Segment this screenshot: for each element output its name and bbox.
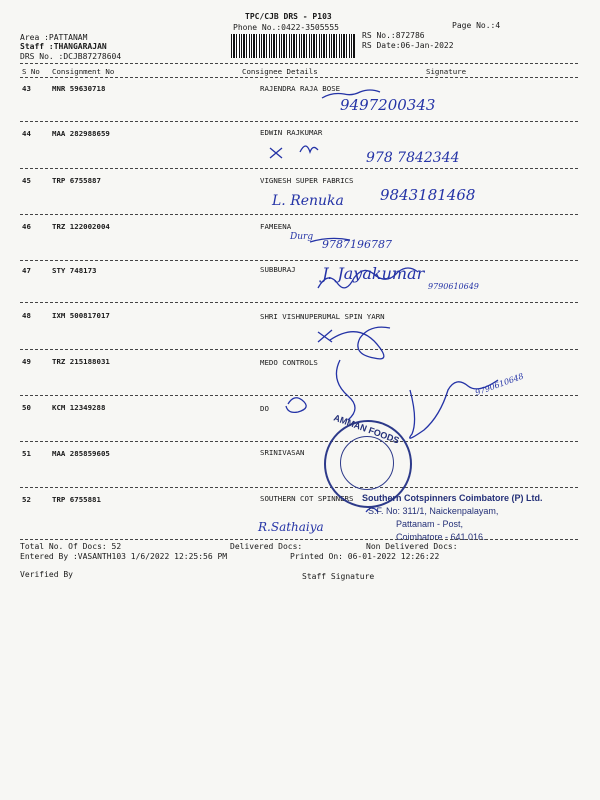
stamp-label: AMMAN FOODS [332, 412, 401, 446]
row-consignee: FAMEENA [260, 222, 292, 231]
row-consignment: TRZ 122002004 [52, 222, 110, 231]
row-consignment: MNR 59630718 [52, 84, 106, 93]
row-consignment: TRZ 215188031 [52, 357, 110, 366]
handwritten-signature-45: L. Renuka [272, 193, 344, 209]
printed-on: Printed On: 06-01-2022 12:26:22 [290, 552, 440, 561]
company-stamp-line1: Southern Cotspinners Coimbatore (P) Ltd. [362, 493, 543, 503]
handwritten-phone-49: 9790610648 [473, 371, 525, 398]
row-consignment: STY 748173 [52, 266, 97, 275]
document-title: TPC/CJB DRS - P103 [245, 12, 332, 21]
row-consignee: DO [260, 404, 269, 413]
stamp-inner-ring [340, 436, 394, 490]
row-sno: 51 [22, 449, 31, 458]
handwritten-signature-47: J. Jayakumar [322, 264, 425, 283]
row-sno: 47 [22, 266, 31, 275]
row-consignment: TRP 6755887 [52, 176, 101, 185]
area-label: Area :PATTANAM [20, 33, 88, 42]
staff-signature: Staff Signature [302, 572, 375, 581]
row-consignee: SRINIVASAN [260, 448, 305, 457]
row-consignee: RAJENDRA RAJA BOSE [260, 84, 341, 93]
row-sno: 52 [22, 495, 31, 504]
row-consignee: EDWIN RAJKUMAR [260, 128, 323, 137]
non-delivered-docs: Non Delivered Docs: [366, 542, 458, 551]
signature-44-cross [270, 148, 282, 158]
handwritten-phone-47: 9790610649 [428, 282, 479, 291]
row-consignee: MEDO CONTROLS [260, 358, 318, 367]
col-sno: S No [22, 67, 40, 76]
row-consignee: VIGNESH SUPER FABRICS [260, 176, 354, 185]
row-consignee: SUBBURAJ [260, 265, 296, 274]
verified-by: Verified By [20, 570, 73, 579]
handwritten-signature-52: R.Sathaiya [258, 520, 324, 534]
row-sno: 43 [22, 84, 31, 93]
row-consignment: MAA 282988659 [52, 129, 110, 138]
delivered-docs: Delivered Docs: [230, 542, 303, 551]
staff-label: Staff :THANGARAJAN [20, 42, 107, 51]
row-consignment: TRP 6755881 [52, 495, 101, 504]
divider [20, 539, 578, 540]
rs-number: RS No.:872786 [362, 31, 425, 40]
drs-number: DRS No. :DCJB87278604 [20, 52, 122, 61]
row-consignee: SOUTHERN COT SPINNERS [260, 494, 354, 503]
row-consignee: SHRI VISHNUPERUMAL SPIN YARN [260, 312, 385, 321]
handwritten-phone-43: 9497200343 [340, 96, 436, 114]
company-stamp-line4: Coimbatore - 641 016. [396, 532, 486, 542]
row-sno: 50 [22, 403, 31, 412]
rs-date: RS Date:06-Jan-2022 [362, 41, 454, 50]
signature-44 [300, 146, 318, 152]
company-stamp-line3: Pattanam - Post, [396, 519, 464, 529]
col-signature: Signature [426, 67, 467, 76]
row-sno: 45 [22, 176, 31, 185]
row-sno: 46 [22, 222, 31, 231]
signature-50 [286, 398, 306, 413]
signature-49-loop [336, 360, 355, 420]
row-sno: 48 [22, 311, 31, 320]
col-consignee: Consignee Details [242, 67, 318, 76]
row-consignment: IXM 500817017 [52, 311, 110, 320]
row-consignment: MAA 285859605 [52, 449, 110, 458]
handwritten-phone-46: 9787196787 [322, 238, 392, 251]
signature-48 [318, 327, 390, 359]
total-docs: Total No. Of Docs: 52 [20, 542, 122, 551]
row-consignment: KCM 12349288 [52, 403, 106, 412]
handwritten-phone-45: 9843181468 [380, 186, 476, 204]
phone-number: Phone No.:0422-3505555 [233, 23, 339, 32]
handwritten-signature-46: Durg [290, 232, 314, 242]
company-stamp-line2: S.F. No: 311/1, Naickenpalayam, [368, 506, 499, 516]
page-number: Page No.:4 [452, 21, 501, 30]
row-sno: 44 [22, 129, 31, 138]
entered-by: Entered By :VASANTH103 1/6/2022 12:25:56 PM [20, 552, 228, 561]
col-consignment: Consignment No [52, 67, 115, 76]
handwritten-phone-44: 978 7842344 [366, 150, 460, 166]
row-sno: 49 [22, 357, 31, 366]
